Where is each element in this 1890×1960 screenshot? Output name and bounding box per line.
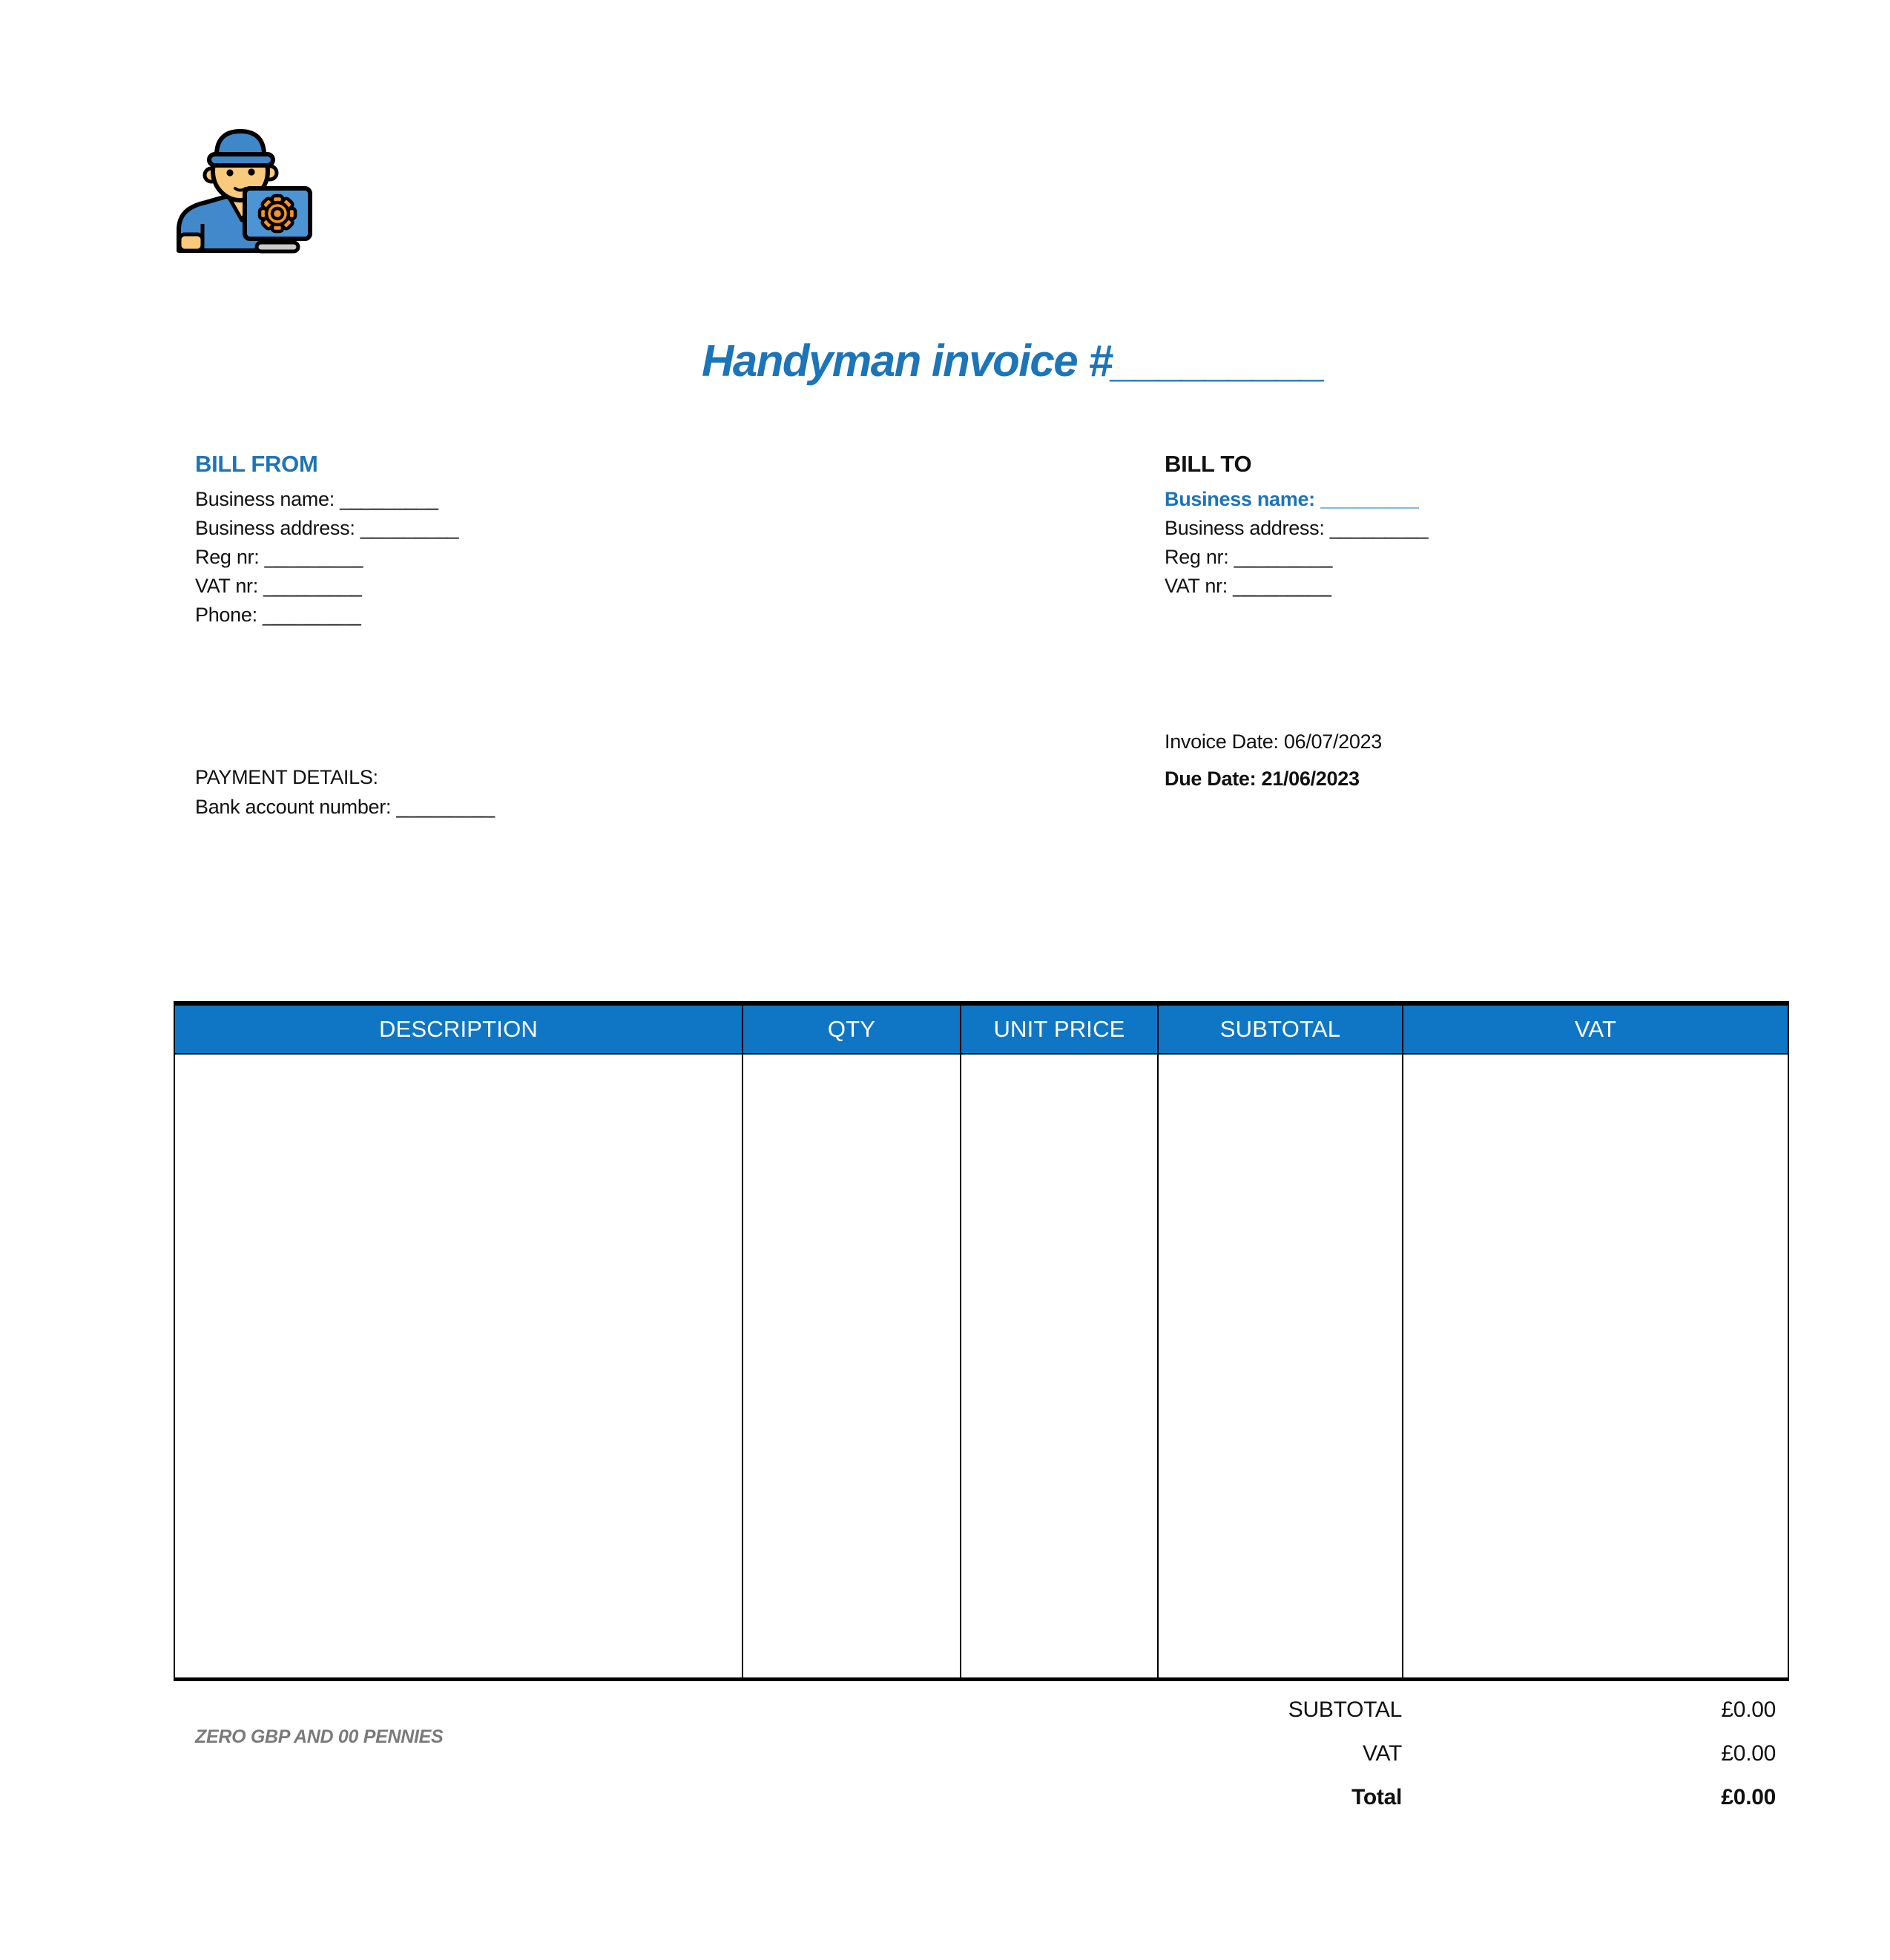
column-header-vat: VAT [1403, 1003, 1788, 1054]
bill-from-business-address-field: Business address: _________ [195, 517, 459, 539]
totals-section [174, 1688, 1776, 1819]
bill-from-vat-nr-field: VAT nr: _________ [195, 575, 362, 597]
bill-from-section [195, 451, 655, 630]
handyman-with-computer-logo-icon [173, 126, 315, 257]
subtotal-row [174, 1688, 1776, 1732]
bill-from-reg-nr-field: Reg nr: _________ [195, 546, 363, 568]
total-label: Total [1351, 1784, 1402, 1809]
column-header-qty: QTY [742, 1003, 961, 1054]
cell-subtotal [1158, 1054, 1403, 1680]
cell-vat [1403, 1054, 1788, 1680]
table-header-row [174, 1003, 1788, 1054]
bill-to-heading: BILL TO [1165, 451, 1252, 477]
vat-label: VAT [1363, 1740, 1402, 1766]
line-items-table [174, 1001, 1789, 1681]
payment-details-heading: PAYMENT DETAILS: [195, 766, 378, 788]
bank-account-number-field: Bank account number: _________ [195, 796, 495, 818]
dates-section [1165, 723, 1382, 797]
column-header-subtotal: SUBTOTAL [1158, 1003, 1403, 1054]
bill-from-phone-field: Phone: _________ [195, 604, 361, 626]
vat-value: £0.00 [1721, 1740, 1776, 1766]
cell-unit-price [961, 1054, 1158, 1680]
bill-to-business-address-field: Business address: _________ [1165, 517, 1429, 539]
table-body-row [174, 1054, 1788, 1680]
bill-to-business-name-field: Business name: _________ [1165, 488, 1419, 510]
column-header-description: DESCRIPTION [174, 1003, 742, 1054]
cell-description [174, 1054, 742, 1680]
amount-in-words: ZERO GBP AND 00 PENNIES [195, 1726, 444, 1747]
due-date: Due Date: 21/06/2023 [1165, 768, 1360, 790]
invoice-date: Invoice Date: 06/07/2023 [1165, 730, 1383, 753]
payment-details-section [195, 762, 495, 822]
bill-to-section [1165, 451, 1624, 601]
bill-from-business-name-field: Business name: _________ [195, 488, 438, 510]
subtotal-label: SUBTOTAL [1288, 1697, 1402, 1722]
cell-qty [742, 1054, 961, 1680]
bill-to-vat-nr-field: VAT nr: _________ [1165, 575, 1331, 597]
bill-from-heading: BILL FROM [195, 451, 318, 477]
total-row [174, 1775, 1776, 1819]
column-header-unit-price: UNIT PRICE [961, 1003, 1158, 1054]
subtotal-value: £0.00 [1721, 1697, 1776, 1722]
bill-to-reg-nr-field: Reg nr: _________ [1165, 546, 1333, 568]
page-title: Handyman invoice #_________ [702, 336, 1326, 386]
total-value: £0.00 [1721, 1784, 1776, 1809]
